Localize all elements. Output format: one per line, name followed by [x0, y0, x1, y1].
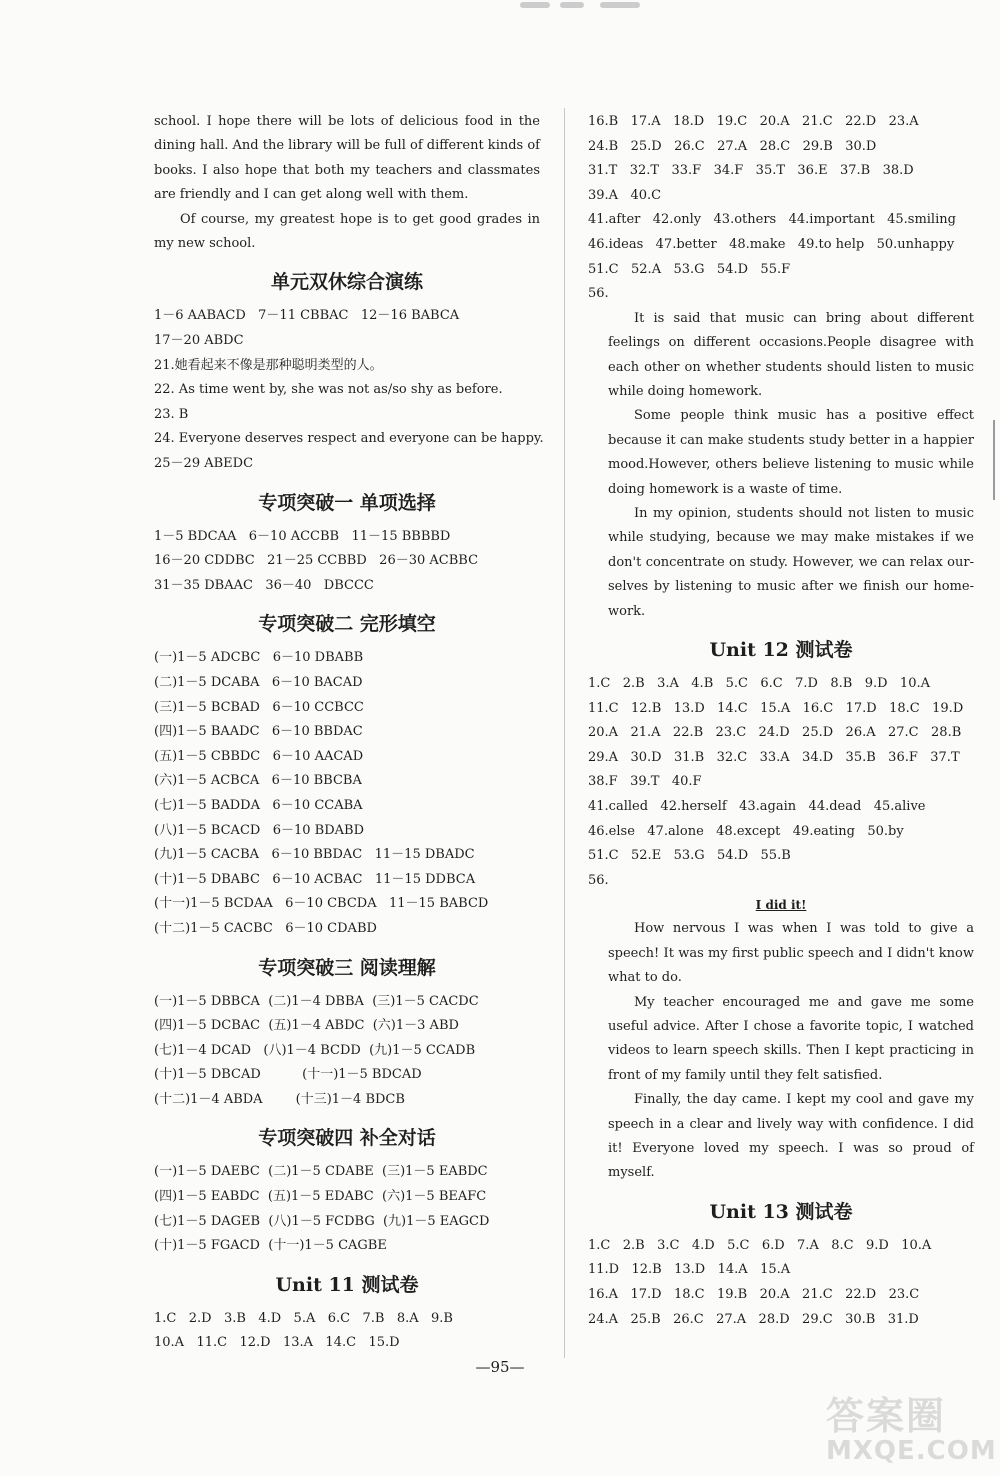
watermark-logo: [826, 1394, 997, 1467]
section-heading: Unit 12 测试卷: [709, 639, 853, 662]
answer-line: 41.after 42.only 43.others 44.important 45.smiling: [588, 212, 956, 228]
answer-line: (十二)1－4 ABDA (十三)1－4 BDCB: [154, 1091, 405, 1107]
answer-line: 23. B: [154, 406, 189, 422]
answer-line: (十)1－5 DBABC 6－10 ACBAC 11－15 DDBCA: [154, 871, 476, 887]
answer-line: 39.A 40.C: [588, 187, 662, 203]
essay-paragraph: Some people think music has a positive effect because it can make students study better in a happier mood.However, others believe listening to music while doing homework is a waste of time.: [608, 408, 974, 497]
section-heading: Unit 11 测试卷: [275, 1273, 419, 1296]
essay-paragraph: In my opinion, students should not listen to music while studying, because we may make mistakes if we don't concentrate on study. However, we can relax ourselves by listening to music after we finish our homework.: [608, 506, 974, 619]
answer-block: [588, 672, 974, 893]
right-column: [588, 110, 974, 1332]
page-edge-mark: [993, 420, 995, 500]
answer-line: 1.C 2.D 3.B 4.D 5.A 6.C 7.B 8.A 9.B: [154, 1310, 453, 1326]
answer-line: (八)1－5 BCACD 6－10 BDABD: [154, 822, 364, 838]
page-number: —95—: [475, 1358, 525, 1376]
answer-line: (二)1－5 DCABA 6－10 BACAD: [154, 674, 363, 690]
answer-line: 31－35 DBAAC 36－40 DBCCC: [154, 577, 374, 593]
answer-line: 16.A 17.D 18.C 19.B 20.A 21.C 22.D 23.C: [588, 1287, 920, 1303]
answer-line: (十)1－5 FGACD (十一)1－5 CAGBE: [154, 1238, 387, 1254]
answer-line: 17－20 ABDC: [154, 333, 244, 349]
watermark-cn: 答案圈: [826, 1394, 947, 1438]
answer-line: (一)1－5 ADCBC 6－10 DBABB: [154, 650, 364, 666]
essay-paragraph: My teacher encouraged me and gave me some useful advice. After I chose a favorite topic, I watched videos to learn speech skills. Then I kept practicing in front of my family until they felt satisfied.: [608, 994, 974, 1083]
answer-line: (七)1－4 DCAD (八)1－4 BCDD (九)1－5 CCADB: [154, 1042, 476, 1058]
answer-line: (四)1－5 DCBAC (五)1－4 ABDC (六)1－3 ABD: [154, 1018, 459, 1034]
answer-line: 25－29 ABEDC: [154, 456, 254, 471]
essay-paragraph: It is said that music can bring about different feelings on different occasions.People disagree with each other on whether students should listen to music while doing homework.: [608, 310, 974, 399]
answer-line: 1.C 2.B 3.C 4.D 5.C 6.D 7.A 8.C 9.D 10.A: [588, 1237, 932, 1253]
answer-line: 21.她看起来不像是那种聪明类型的人。: [154, 357, 383, 373]
essay-paragraph: school. I hope there will be lots of delicious food in the dining hall. And the library will be full of different kinds of books. I also hope that both my teachers and classmates are friendly and I can get along well with them.: [154, 114, 540, 203]
column-divider: [564, 108, 565, 1358]
answer-line: 56.: [588, 872, 609, 888]
answer-line: (一)1－5 DAEBC (二)1－5 CDABE (三)1－5 EABDC: [154, 1164, 488, 1180]
answer-line: 1－6 AABACD 7－11 CBBAC 12－16 BABCA: [154, 308, 460, 324]
answer-line: (三)1－5 BCBAD 6－10 CCBCC: [154, 699, 364, 715]
answer-block: [154, 304, 544, 476]
essay-paragraph: How nervous I was when I was told to give a speech! It was my first public speech and I didn't know what to do.: [608, 921, 974, 986]
answer-line: 11.D 12.B 13.D 14.A 15.A: [588, 1262, 791, 1278]
answer-line: (六)1－5 ACBCA 6－10 BBCBA: [154, 773, 362, 789]
answer-block: [154, 646, 540, 941]
answer-line: 29.A 30.D 31.B 32.C 33.A 34.D 35.B 36.F 37.T: [588, 749, 960, 765]
answer-line: 16－20 CDDBC 21－25 CCBBD 26－30 ACBBC: [154, 553, 479, 569]
answer-line: (一)1－5 DBBCA (二)1－4 DBBA (三)1－5 CACDC: [154, 993, 479, 1009]
answer-line: (四)1－5 EABDC (五)1－5 EDABC (六)1－5 BEAFC: [154, 1189, 487, 1205]
answer-line: (十)1－5 DBCAD (十一)1－5 BDCAD: [154, 1067, 422, 1083]
left-column: [154, 110, 544, 1356]
answer-line: (七)1－5 DAGEB (八)1－5 FCDBG (九)1－5 EAGCD: [154, 1213, 490, 1229]
answer-line: (十二)1－5 CACBC 6－10 CDABD: [154, 920, 377, 936]
answer-line: (十一)1－5 BCDAA 6－10 CBCDA 11－15 BABCD: [154, 896, 489, 912]
answer-line: 31.T 32.T 33.F 34.F 35.T 36.E 37.B 38.D: [588, 163, 914, 179]
answer-line: 51.C 52.E 53.G 54.D 55.B: [588, 848, 791, 864]
answer-line: 46.ideas 47.better 48.make 49.to help 50.unhappy: [588, 236, 955, 252]
answer-line: 22. As time went by, she was not as/so shy as before.: [154, 382, 503, 398]
section-heading: 专项突破一 单项选择: [258, 491, 436, 514]
section-heading: 专项突破二 完形填空: [258, 613, 436, 636]
answer-line: 20.A 21.A 22.B 23.C 24.D 25.D 26.A 27.C 28.B: [588, 725, 962, 741]
section-heading: 专项突破三 阅读理解: [258, 956, 436, 979]
answer-line: 1－5 BDCAA 6－10 ACCBB 11－15 BBBBD: [154, 528, 451, 544]
section-heading: Unit 13 测试卷: [709, 1200, 853, 1223]
answer-block: [154, 990, 540, 1113]
answer-line: 16.B 17.A 18.D 19.C 20.A 21.C 22.D 23.A: [588, 114, 919, 129]
answer-line: 38.F 39.T 40.F: [588, 774, 702, 790]
speech-essay: [588, 917, 974, 1185]
answer-line: 1.C 2.B 3.A 4.B 5.C 6.C 7.D 8.B 9.D 10.A: [588, 676, 930, 692]
intro-essay: [154, 110, 540, 256]
answer-block: [154, 1307, 540, 1356]
answer-line: (九)1－5 CACBA 6－10 BBDAC 11－15 DBADC: [154, 847, 475, 863]
section-heading: 专项突破四 补全对话: [258, 1127, 436, 1150]
section-heading: 单元双休综合演练: [270, 271, 423, 294]
answer-line: 11.C 12.B 13.D 14.C 15.A 16.C 17.D 18.C 19.D: [588, 700, 964, 716]
answer-line: (四)1－5 BAADC 6－10 BBDAC: [154, 724, 363, 740]
answer-line: 56.: [588, 286, 609, 302]
answer-line: 24.A 25.B 26.C 27.A 28.D 29.C 30.B 31.D: [588, 1311, 919, 1327]
answer-block: [154, 525, 540, 599]
answer-line: (七)1－5 BADDA 6－10 CCABA: [154, 797, 363, 813]
answer-block: [588, 1234, 974, 1332]
essay-paragraph: Of course, my greatest hope is to get good grades in my new school.: [154, 211, 540, 252]
answer-block: [154, 1160, 540, 1258]
answer-line: 24. Everyone deserves respect and everyone can be happy.: [154, 431, 544, 447]
answer-line: 46.else 47.alone 48.except 49.eating 50.by: [588, 823, 904, 839]
essay-title: I did it!: [755, 898, 807, 913]
watermark-en: MXQE.COM: [826, 1436, 997, 1466]
answer-line: 41.called 42.herself 43.again 44.dead 45.alive: [588, 799, 926, 814]
answer-line: (五)1－5 CBBDC 6－10 AACAD: [154, 748, 364, 764]
answer-line: 10.A 11.C 12.D 13.A 14.C 15.D: [154, 1335, 400, 1351]
scan-top-edge: [0, 0, 1000, 20]
answer-block: [588, 110, 974, 307]
music-essay: [588, 307, 974, 624]
essay-paragraph: Finally, the day came. I kept my cool and gave my speech in a clear and lively way with confidence. I did it! Everyone loved my speech. I was so proud of myself.: [608, 1092, 974, 1181]
answer-line: 51.C 52.A 53.G 54.D 55.F: [588, 261, 791, 277]
answer-line: 24.B 25.D 26.C 27.A 28.C 29.B 30.D: [588, 138, 877, 154]
